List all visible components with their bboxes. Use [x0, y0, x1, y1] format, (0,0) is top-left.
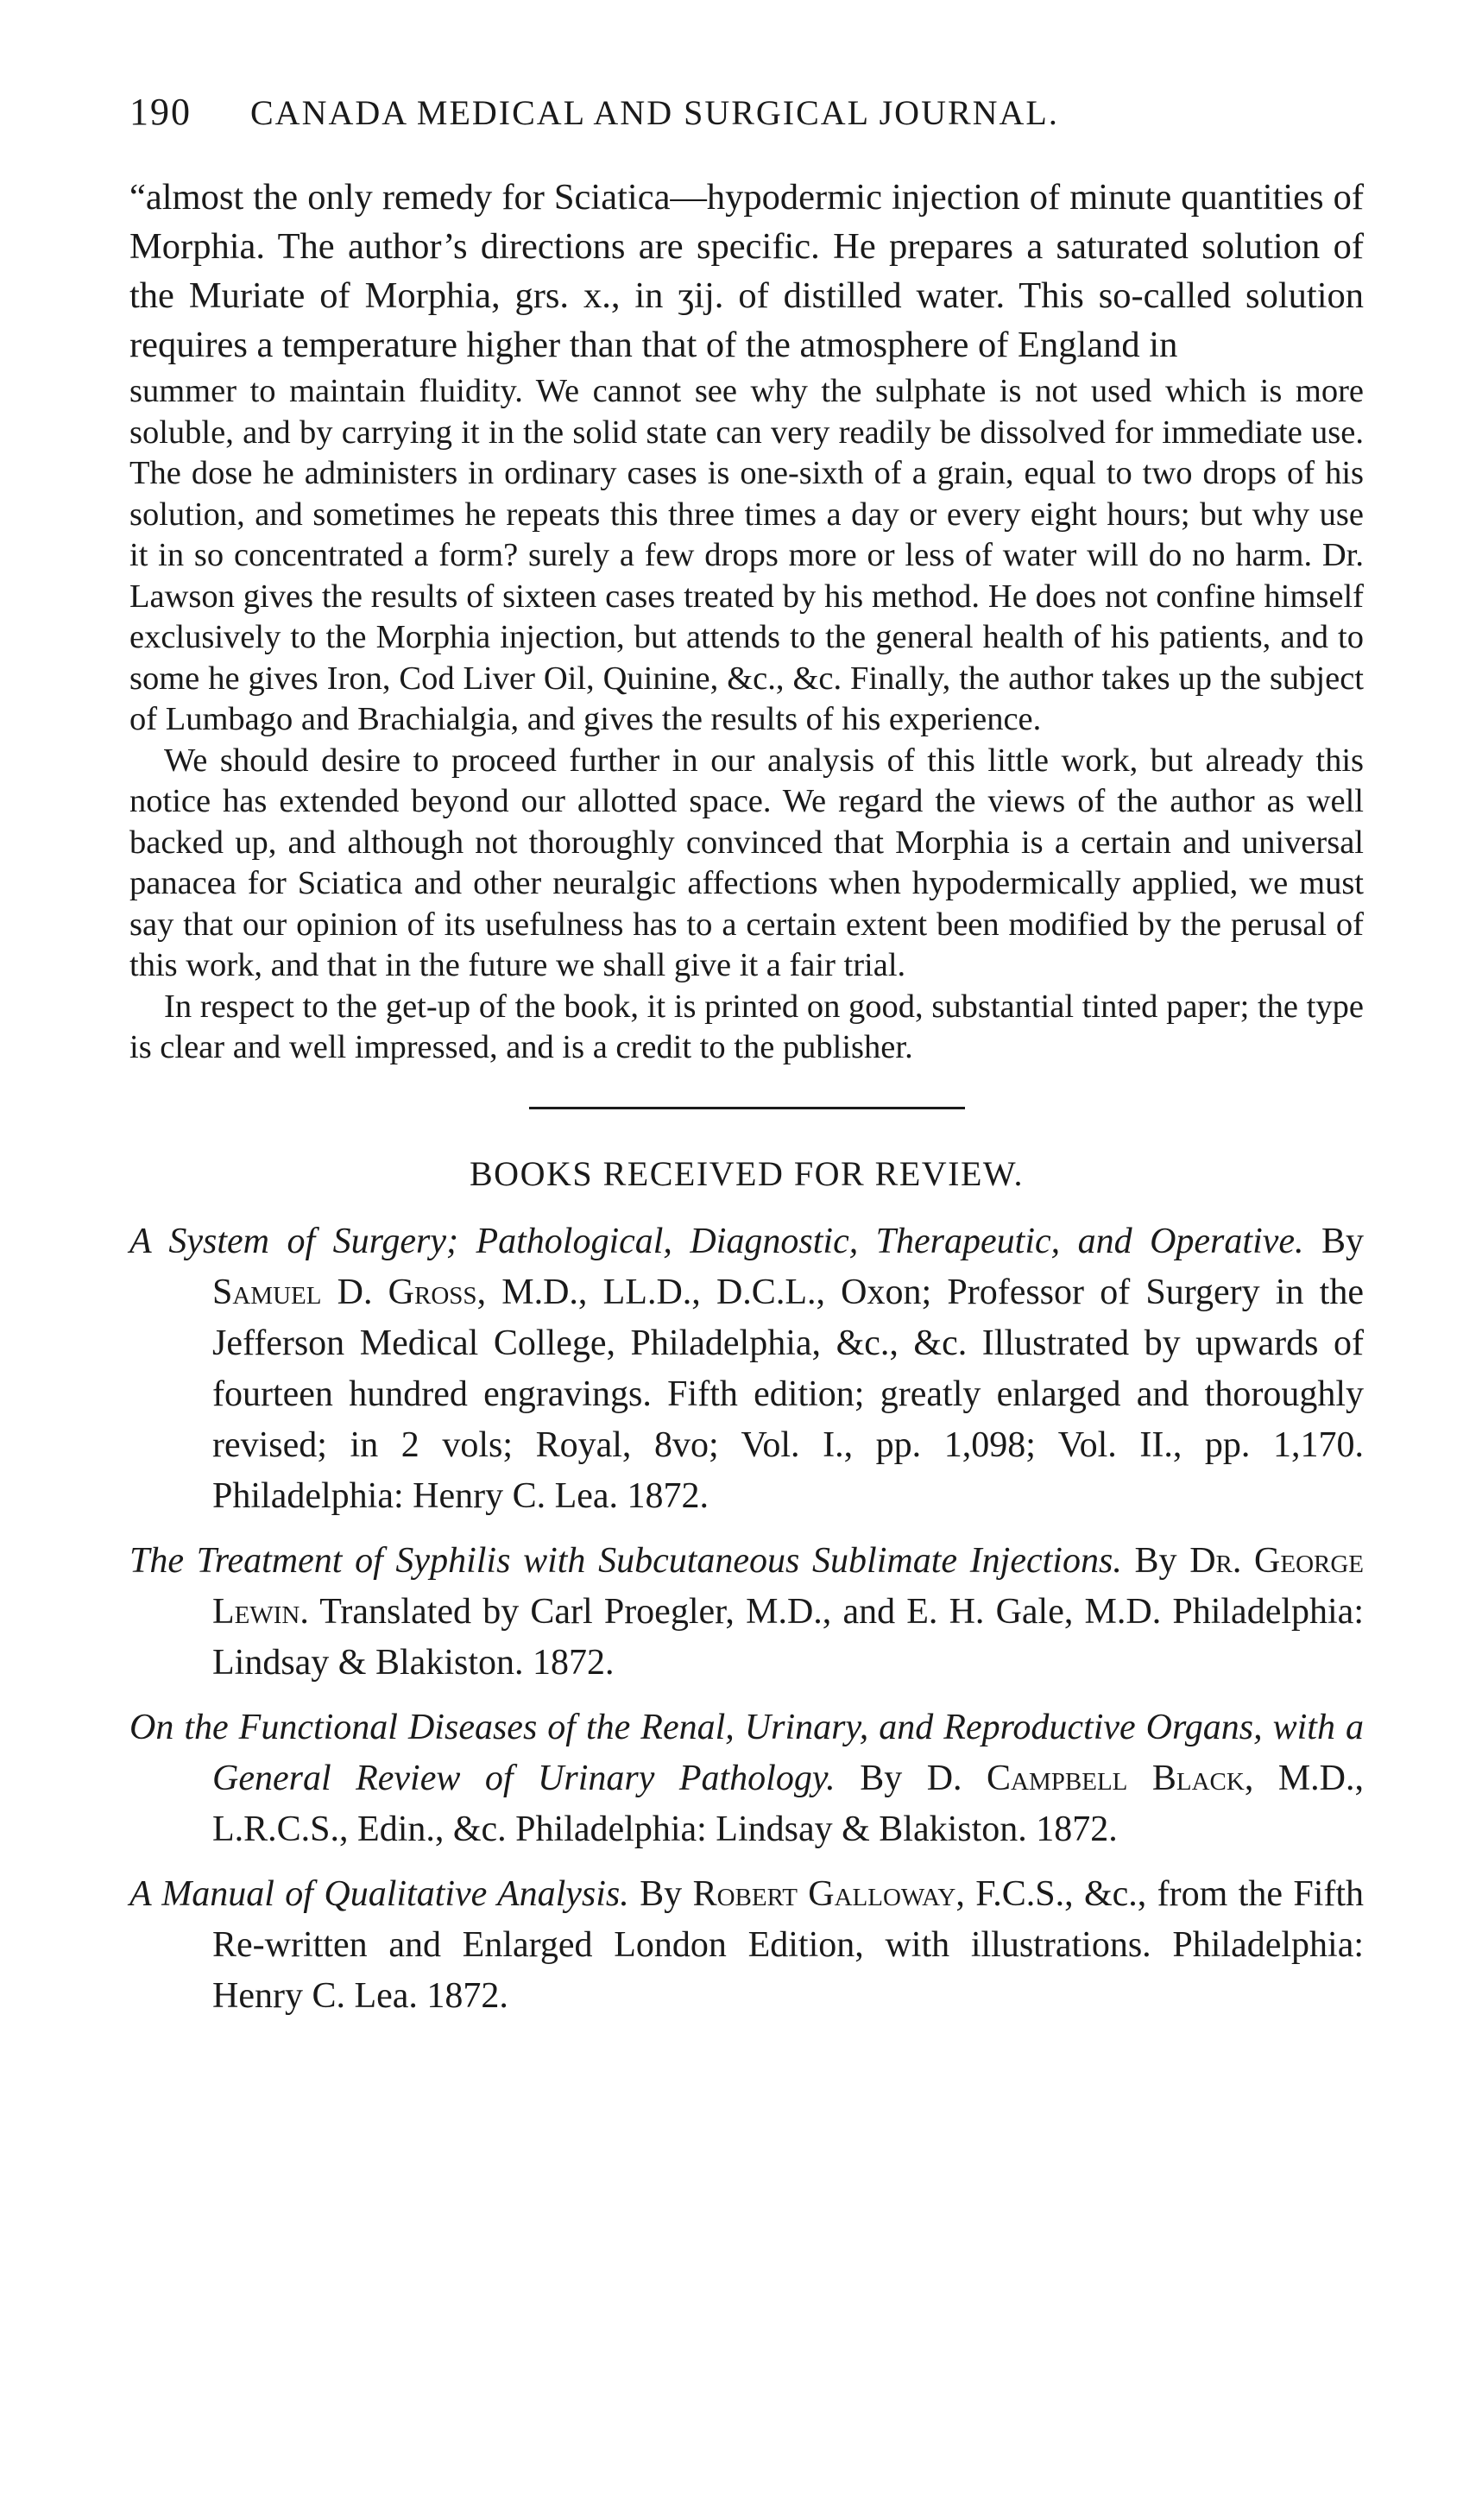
book-title: A Manual of Qualitative Analysis.: [129, 1873, 629, 1914]
book-entry: [129, 1216, 1364, 1522]
book-list: [129, 1216, 1364, 2022]
review-paragraph-3: In respect to the get-up of the book, it is printed on good, substantial tinted paper; the type is clear and well impressed, and is a credit to the publisher.: [129, 988, 1364, 1065]
review-paragraph-large: “almost the only remedy for Sciatica—hypodermic injection of minute quantities of Morphia. The author’s directions are specific. He prepares a saturated solution of the Muriate of Morphia, grs. x., in ʒij. of distilled water. This so-called solution requires a temperature higher than that of the atmosphere of England in: [129, 177, 1364, 365]
journal-page: [129, 86, 1364, 2036]
book-title: A System of Surgery; Pathological, Diagnostic, Therapeutic, and Operative.: [129, 1221, 1304, 1261]
section-heading: BOOKS RECEIVED FOR REVIEW.: [470, 1153, 1024, 1193]
book-entry: [129, 1702, 1364, 1855]
journal-title: CANADA MEDICAL AND SURGICAL JOURNAL.: [250, 93, 1059, 132]
review-text: [129, 173, 1364, 1069]
book-author: Robert Galloway: [692, 1873, 956, 1914]
running-header: [129, 86, 1364, 138]
book-details: , M.D., L.R.C.S., Edin., &c. Philadelphia: Lindsay & Blakiston. 1872.: [212, 1758, 1365, 1849]
book-details: , F.C.S., &c., from the Fifth Re-written and Enlarged London Edition, with illustrations. Philadelphia: Henry C. Lea. 1872.: [212, 1873, 1365, 2016]
section-divider: [529, 1107, 965, 1109]
review-paragraph-1: summer to maintain fluidity. We cannot see why the sulphate is not used which is more soluble, and by carrying it in the solid state can very readily be dissolved for immediate use. The dose he administers in ordinary cases is one-sixth of a grain, equal to two drops of his solution, and sometimes he repeats this three times a day or every eight hours; but why use it in so concentrated a form? surely a few drops more or less of water will do no harm. Dr. Lawson gives the results of sixteen cases treated by his method. He does not confine himself exclusively to the Morphia injection, but attends to the general health of his patients, and to some he gives Iron, Cod Liver Oil, Quinine, &c., &c. Finally, the author takes up the subject of Lumbago and Brachialgia, and gives the results of his experience.: [129, 373, 1364, 737]
page-number: 190: [129, 91, 192, 133]
book-by: By: [1134, 1540, 1177, 1581]
review-paragraph-2: We should desire to proceed further in our analysis of this little work, but already this notice has extended beyond our allotted space. We regard the views of the author as well backed up, and although not thoroughly convinced that Morphia is a certain and universal panacea for Sciatica and other neuralgic affections when hypodermically applied, we must say that our opinion of its usefulness has to a certain extent been modified by the perusal of this work, and that in the future we shall give it a fair trial.: [129, 742, 1364, 983]
book-by: By: [860, 1758, 903, 1798]
book-entry: [129, 1536, 1364, 1689]
book-details: , M.D., LL.D., D.C.L., Oxon; Professor of Surgery in the Jefferson Medical College, Philadelphia, &c., &c. Illustrated by upwards of fourteen hundred engravings. Fifth edition; greatly enlarged and thoroughly revised; in 2 vols; Royal, 8vo; Vol. I., pp. 1,098; Vol. II., pp. 1,170. Philadelphia: Henry C. Lea. 1872.: [212, 1272, 1364, 1516]
book-details: . Translated by Carl Proegler, M.D., and E. H. Gale, M.D. Philadelphia: Lindsay & Blakiston. 1872.: [212, 1591, 1364, 1683]
book-by: By: [1321, 1221, 1365, 1261]
book-author: Dr. George Lewin: [212, 1540, 1365, 1632]
book-entry: [129, 1869, 1364, 2022]
book-author: Samuel D. Gross: [212, 1272, 477, 1312]
book-by: By: [640, 1873, 683, 1914]
book-title: On the Functional Diseases of the Renal, Urinary, and Reproductive Organs, with a General Review of Urinary Pathology.: [129, 1707, 1364, 1798]
book-author: D. Campbell Black: [926, 1758, 1245, 1798]
book-title: The Treatment of Syphilis with Subcutaneous Sublimate Injections.: [129, 1540, 1122, 1581]
